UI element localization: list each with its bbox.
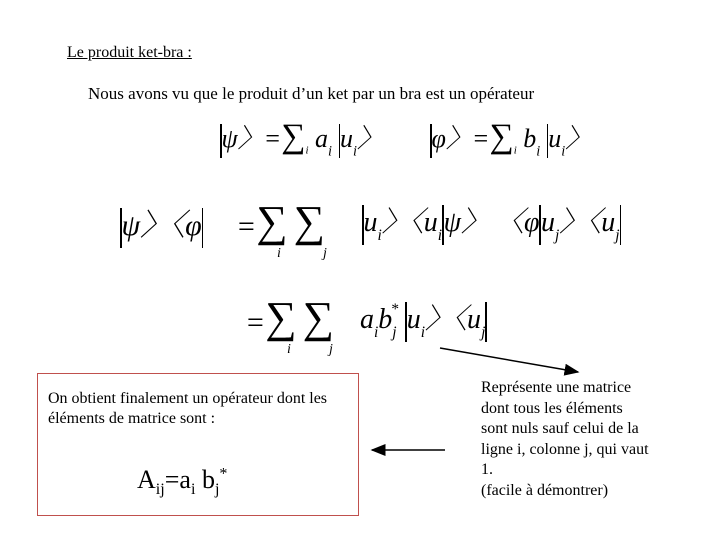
matrix-note-line: Représente une matrice bbox=[481, 379, 632, 396]
equation-phi-expansion: φ〉$=\sum_i$ $b_i$ $u_i$〉 bbox=[431, 118, 592, 160]
matrix-note-line: 1. bbox=[481, 461, 493, 478]
result-box-text: On obtient finalement un opérateur dont les éléments de matrice sont : bbox=[48, 390, 328, 427]
equation-ketbra-double-sum: =∑ ∑ bbox=[236, 197, 325, 246]
matrix-element-formula: $A_{ij}=a_i$ $b_j^*$ bbox=[137, 465, 228, 499]
sum-index-j-row3: j bbox=[329, 342, 333, 357]
matrix-note-line: (facile à démontrer) bbox=[481, 481, 609, 499]
matrix-note-line: dont tous les éléments bbox=[481, 399, 623, 417]
arrow-to-note bbox=[440, 348, 578, 372]
equation-ketbra-lhs: ψ〉〈φ bbox=[120, 200, 203, 248]
sum-index-i-row2: i bbox=[277, 246, 281, 261]
equation-ketbra-terms: $u_i$〉〈$u_i\psi$〉 〈$\varphi u_j$〉〈$u_j$ bbox=[362, 200, 621, 245]
slide-title: Le produit ket-bra : bbox=[67, 44, 192, 61]
equation-result-sum: =∑ ∑ bbox=[245, 293, 334, 342]
equation-psi-expansion: ψ〉$=\sum_i$ $a_i$ $u_i$〉 bbox=[221, 118, 383, 160]
matrix-note bbox=[481, 378, 711, 501]
equation-result-terms: $a_ib_j^*$ $u_i$〉〈$u_j$ bbox=[360, 301, 486, 342]
intro-text: Nous avons vu que le produit d’un ket par un bra est un opérateur bbox=[88, 84, 535, 103]
sum-index-i-row3: i bbox=[287, 342, 291, 357]
matrix-note-line: sont nuls sauf celui de la bbox=[481, 420, 639, 437]
sum-index-j-row2: j bbox=[323, 246, 327, 261]
matrix-note-line: ligne i, colonne j, qui vaut bbox=[481, 440, 649, 458]
